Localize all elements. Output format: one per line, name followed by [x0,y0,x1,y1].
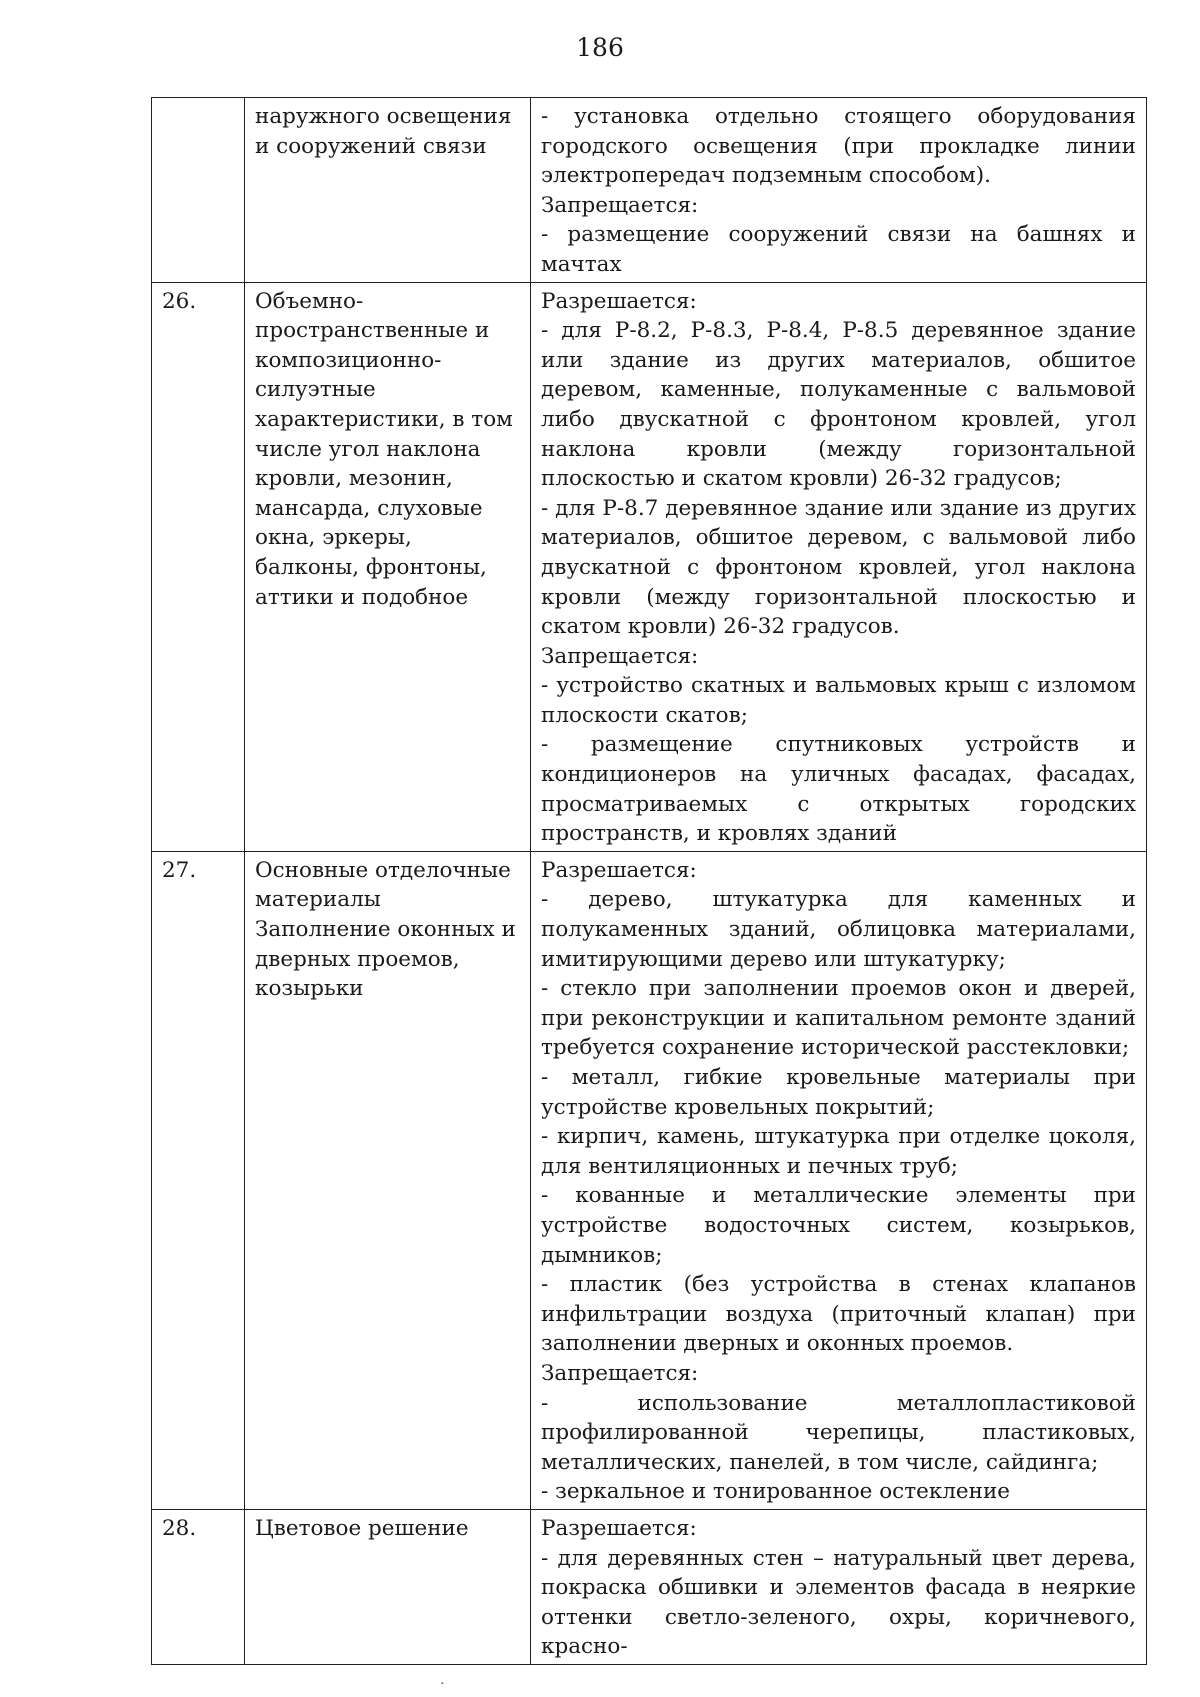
rule-line: Запрещается: [541,643,699,669]
table-row [152,282,1147,851]
rule-line: - металл, гибкие кровельные материалы при устройстве кровельных покрытий; [541,1065,1136,1120]
row-rules [531,1509,1147,1664]
rule-line: - кирпич, камень, штукатурка при отделке цоколя, для вентиляционных и печных труб; [541,1124,1136,1179]
scan-mark: · [440,1676,445,1692]
rule-line: Разрешается: [541,1515,697,1541]
rule-line: - кованные и металлические элементы при устройстве водосточных систем, козырьков, дымников; [541,1183,1136,1268]
row-subject: Основные отделочные материалы Заполнение оконных и дверных проемов, козырьки [245,851,531,1509]
rule-line: - размещение сооружений связи на башнях и мачтах [541,222,1136,277]
rule-line: - для Р-8.7 деревянное здание или здание из других материалов, обшитое деревом, с вальмовой либо двускатной с фронтоном кровлей, угол наклона кровли (между горизонтальной плоскостью и скатом кровли) 26-32 градусов. [541,495,1136,640]
rule-line: - зеркальное и тонированное остекление [541,1479,1011,1505]
rule-line: Разрешается: [541,857,697,883]
table-row [152,1509,1147,1664]
rule-line: - размещение спутниковых устройств и кондиционеров на уличных фасадах, фасадах, просматриваемых с открытых городских пространств, и кровлях зданий [541,732,1136,847]
rule-line: - пластик (без устройства в стенах клапанов инфильтрации воздуха (приточный клапан) при заполнении дверных и оконных проемов. [541,1272,1136,1357]
rule-line: - дерево, штукатурка для каменных и полукаменных зданий, облицовка материалами, имитирующими дерево или штукатурку; [541,887,1136,972]
rule-line: - установка отдельно стоящего оборудования городского освещения (при прокладке линии электропередач подземным способом). [541,104,1136,189]
row-rules [531,282,1147,851]
row-subject: наружного освещения и сооружений связи [245,98,531,283]
regulations-table [151,97,1147,1665]
row-subject: Цветовое решение [245,1509,531,1664]
page-number: 186 [576,33,624,62]
row-subject: Объемно-пространственные и композиционно-силуэтные характеристики, в том числе угол наклона кровли, мезонин, мансарда, слуховые окна, эркеры, балконы, фронтоны, аттики и подобное [245,282,531,851]
rule-line: - для деревянных стен – натуральный цвет дерева, покраска обшивки и элементов фасада в неяркие оттенки светло-зеленого, охры, коричневого, красно- [541,1545,1136,1660]
row-number: 27. [152,851,245,1509]
row-rules [531,98,1147,283]
rule-line: - стекло при заполнении проемов окон и дверей, при реконструкции и капитальном ремонте зданий требуется сохранение исторической расстекловки; [541,976,1136,1061]
rule-line: - использование металлопластиковой профилированной черепицы, пластиковых, металлических, панелей, в том числе, сайдинга; [541,1390,1136,1475]
rule-line: Запрещается: [541,192,699,218]
row-number: 26. [152,282,245,851]
row-number [152,98,245,283]
table-body [152,98,1147,1665]
table-row [152,851,1147,1509]
rule-line: - устройство скатных и вальмовых крыш с изломом плоскости скатов; [541,673,1136,728]
row-rules [531,851,1147,1509]
rule-line: - для Р-8.2, Р-8.3, Р-8.4, Р-8.5 деревянное здание или здание из других материалов, обшитое деревом, каменные, полукаменные с вальмовой либо двускатной с фронтоном кровлей, угол наклона кровли (между горизонтальной плоскостью и скатом кровли) 26-32 градусов; [541,318,1136,492]
row-number: 28. [152,1509,245,1664]
rule-line: Запрещается: [541,1360,699,1386]
rule-line: Разрешается: [541,288,697,314]
table-row [152,98,1147,283]
